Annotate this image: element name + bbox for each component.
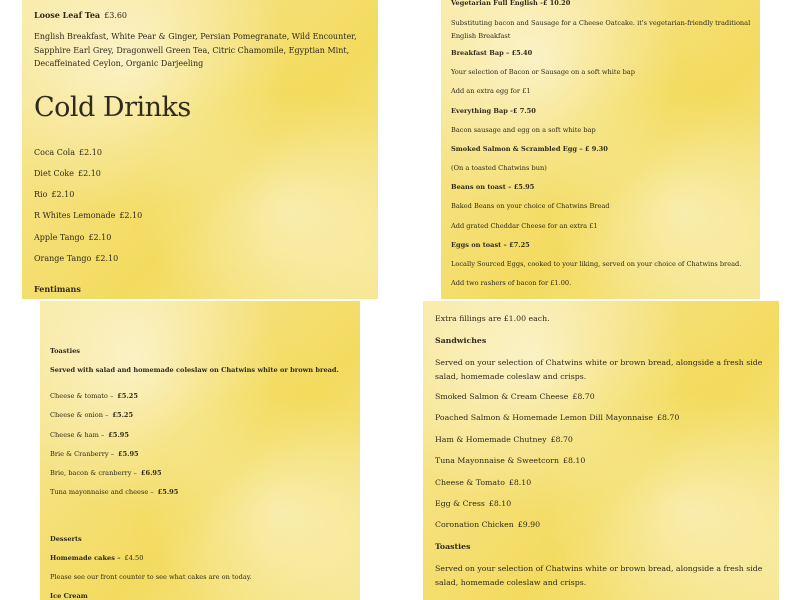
toastie-name: Cheese & onion – [50,411,109,419]
drink-price: £2.10 [77,169,101,178]
drink-price: £2.10 [51,190,75,199]
tea-varieties: English Breakfast, White Pear & Ginger, Persian Pomegranate, Wild Encounter, Sapphire Earl Grey, Dragonwell Green Tea, Citric Chamomile, Egyptian Mint, Decaffeinated Ceylon, Organic Darjeeling [34,32,357,68]
desserts-heading: Desserts [50,535,82,543]
breakfast-line: Eggs on toast – £7.25 [451,241,530,249]
drink-name: Diet Coke [34,169,74,178]
toastie-name: Cheese & tomato – [50,392,114,400]
drink-item [34,211,142,220]
drink-item [34,254,118,263]
breakfast-line: Your selection of Bacon or Sausage on a soft white bap [451,68,635,76]
sandwich-price: £8.10 [563,456,586,465]
drink-name: Apple Tango [34,233,85,242]
toasties-note: Served with salad and homemade coleslaw on Chatwins white or brown bread. [50,366,339,374]
breakfast-line: (On a toasted Chatwins bun) [451,164,547,172]
sandwich-price: £9.90 [517,520,541,529]
sandwich-item [435,392,595,401]
sandwich-item [435,435,573,444]
drink-price: £2.10 [119,211,143,220]
toastie-item [50,488,178,496]
vegetarian-full-english-title: Vegetarian Full English -£ 10.20 [451,0,571,7]
drink-item [34,233,111,242]
fentimans-item: Fentimans [34,284,81,294]
toastie-item [50,469,162,477]
drink-item [34,169,101,178]
sandwich-name: Ham & Homemade Chutney [435,435,547,444]
toastie-price: £5.25 [112,411,134,419]
sandwiches-heading: Sandwiches [435,336,487,345]
toastie-name: Brie, bacon & cranberry – [50,469,137,477]
toastie-price: £6.95 [140,469,162,477]
drink-price: £2.10 [95,254,119,263]
sandwich-item [435,499,511,508]
breakfast-line: Smoked Salmon & Scrambled Egg – £ 9.30 [451,145,608,153]
breakfast-line: Everything Bap -£ 7.50 [451,107,536,115]
menu-panel-sandwiches [423,301,779,600]
toastie-item [50,450,139,458]
sandwich-name: Tuna Mayonnaise & Sweetcorn [435,456,559,465]
drink-name: Rio [34,190,48,199]
vegetarian-full-english-note: Substituting bacon and Sausage for a Cheese Oatcake. it's vegetarian-friendly traditional English Breakfast [451,19,751,40]
loose-leaf-tea-item [34,10,127,20]
cakes-price: £4.50 [124,554,144,562]
drink-item [34,190,74,199]
breakfast-line: Bacon sausage and egg on a soft white bap [451,126,596,134]
toastie-name: Brie & Cranberry – [50,450,114,458]
menu-panel-breakfast [441,0,760,299]
sandwiches-note: Served on your selection of Chatwins white or brown bread, alongside a fresh side salad, homemade coleslaw and crisps. [435,358,763,381]
breakfast-line: Breakfast Bap – £5.40 [451,49,533,57]
sandwich-price: £8.10 [488,499,512,508]
breakfast-line: Add grated Cheddar Cheese for an extra £1 [451,222,598,230]
sandwich-name: Poached Salmon & Homemade Lemon Dill Mayonnaise [435,413,653,422]
cold-drinks-heading: Cold Drinks [34,92,191,123]
toastie-name: Tuna mayonnaise and cheese – [50,488,154,496]
breakfast-line: Add an extra egg for £1 [451,87,531,95]
sandwich-item [435,478,531,487]
cakes-name: Homemade cakes – [50,554,121,562]
breakfast-line: Add two rashers of bacon for £1.00. [451,279,572,287]
breakfast-line: Baked Beans on your choice of Chatwins Bread [451,202,610,210]
sandwich-price: £8.70 [656,413,680,422]
sandwich-price: £8.70 [572,392,595,401]
ice-cream-heading: Ice Cream [50,592,88,600]
cakes-note: Please see our front counter to see what cakes are on today. [50,573,252,581]
toastie-name: Cheese & ham – [50,431,105,439]
menu-panel-hot-cold-drinks [22,0,378,299]
toasties-heading: Toasties [50,347,80,355]
sandwich-name: Cheese & Tomato [435,478,505,487]
sandwich-item [435,456,585,465]
drink-name: R Whites Lemonade [34,211,116,220]
breakfast-line: Locally Sourced Eggs, cooked to your liking, served on your choice of Chatwins bread. [451,260,742,268]
drink-name: Orange Tango [34,254,92,263]
toasties-note: Served on your selection of Chatwins white or brown bread, alongside a fresh side salad, homemade coleslaw and crisps. [435,564,763,587]
sandwich-item [435,520,540,529]
drink-item [34,148,102,157]
sandwich-name: Coronation Chicken [435,520,514,529]
sandwich-name: Egg & Cress [435,499,485,508]
toastie-item [50,392,138,400]
toastie-price: £5.25 [117,392,138,400]
sandwich-name: Smoked Salmon & Cream Cheese [435,392,569,401]
homemade-cakes-item [50,554,143,562]
toastie-item [50,411,133,419]
sandwich-item [435,413,679,422]
toastie-price: £5.95 [157,488,179,496]
toastie-item [50,431,129,439]
toastie-price: £5.95 [118,450,139,458]
extra-fillings-note: Extra fillings are £1.00 each. [435,314,550,323]
sandwich-price: £8.70 [550,435,573,444]
drink-name: Coca Cola [34,148,75,157]
item-price: £3.60 [104,11,128,20]
breakfast-line: Beans on toast – £5.95 [451,183,535,191]
sandwich-price: £8.10 [508,478,532,487]
drink-price: £2.10 [88,233,112,242]
menu-panel-toasties-desserts [40,301,360,600]
toasties-heading: Toasties [435,542,471,551]
drink-price: £2.10 [79,148,102,157]
item-name: Loose Leaf Tea [34,10,101,20]
toastie-price: £5.95 [108,431,129,439]
